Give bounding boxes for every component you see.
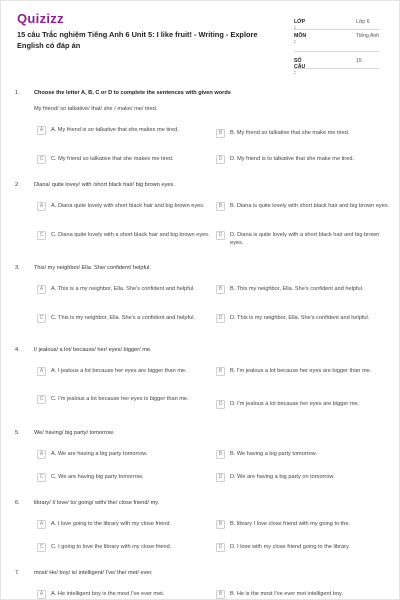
option-text: C. Diana quite lovely with a short black hair and big brown eyes. [51, 232, 210, 238]
option-letter-box: D [216, 155, 225, 164]
question-prompt: My friend/ so talkative/ that/ she / make/ me/ tired. [34, 106, 158, 112]
divider [294, 68, 379, 69]
option-letter-box: D [216, 314, 225, 323]
question-number: 1. [15, 90, 20, 96]
option-letter-box: A [37, 590, 46, 599]
option-letter-box: C [37, 155, 46, 164]
option-letter-box: B [216, 520, 225, 529]
page-title: 15 câu Trắc nghiệm Tiếng Anh 6 Unit 5: I like fruit! - Writing - Explore English có đáp án [17, 30, 258, 50]
info-count-label: SỐ CÂU : [294, 58, 306, 76]
option-text: D. This is my neighbor, Ella. She's confident and helpful. [230, 315, 370, 321]
option-letter-box: A [37, 367, 46, 376]
option-text: B. He is the most I've ever met intelligent boy. [230, 591, 343, 597]
option-text: D. I'm jealous a lot because her eyes are bigger me. [230, 401, 360, 407]
option-text: D. Diana is quite lovely with a short black hair and big brown eyes. [230, 232, 380, 247]
option-letter-box: C [37, 231, 46, 240]
option-text: A. We are having a big party tomorrow. [51, 451, 148, 457]
option-text: A. I love going to the library with my close friend. [51, 521, 172, 527]
option-text: C. We are having big party tomorrow. [51, 474, 144, 480]
option-text: B. My friend so talkative that she make me tired. [230, 130, 350, 136]
question-number: 6. [15, 500, 20, 506]
option-text: A. He intelligent boy is the most I've ever met. [51, 591, 165, 597]
option-text: B. I'm jealous a lot because her eyes are bigger than me. [230, 368, 372, 374]
option-text: C. This is my neighbor, Ella. She's a confident and helpful. [51, 315, 195, 321]
option-text: C. I'm jealous a lot because her eyes is bigger than me. [51, 396, 189, 402]
question-prompt: We/ having/ big party/ tomorrow. [34, 430, 115, 436]
option-letter-box: A [37, 285, 46, 294]
info-grade-value: Lớp 6 [356, 19, 370, 25]
option-text: A. Diana quite lovely with short black hair and big brown eyes. [51, 203, 205, 209]
question-prompt: Diana/ quite lovey/ with /short black hair/ big brown eyes. [34, 182, 175, 188]
option-text: B. We having a big party tomorrow. [230, 451, 317, 457]
option-letter-box: C [37, 395, 46, 404]
option-text: A. My friend is so talkative that she makes me tired. [51, 127, 179, 133]
option-letter-box: D [216, 473, 225, 482]
option-letter-box: B [216, 450, 225, 459]
option-text: B. Diana is quite lovely with short black hair and big brown eyes. [230, 203, 390, 209]
question-number: 2. [15, 182, 20, 188]
question-number: 7. [15, 570, 20, 576]
option-text: C. My friend so talkative that she makes me tired. [51, 156, 174, 162]
option-letter-box: B [216, 129, 225, 138]
option-text: D. I love with my close friend going to the library. [230, 544, 350, 550]
option-letter-box: D [216, 543, 225, 552]
option-text: D. We are having a big party on tomorrow. [230, 474, 335, 480]
option-letter-box: A [37, 202, 46, 211]
option-letter-box: C [37, 314, 46, 323]
question-number: 5. [15, 430, 20, 436]
option-letter-box: C [37, 473, 46, 482]
option-letter-box: D [216, 400, 225, 409]
info-subject-label: MÔN : [294, 33, 307, 45]
quizizz-logo: Quizizz [17, 11, 64, 26]
question-prompt: This/ my neighbor/ Ella. She/ confident/ helpful. [34, 265, 151, 271]
option-text: D. My friend is to talkative that she make me tired. [230, 156, 355, 162]
divider [294, 29, 379, 30]
option-letter-box: C [37, 543, 46, 552]
divider [294, 51, 379, 52]
option-text: B. This my neighbor, Ella. She's confident and helpful. [230, 286, 364, 292]
option-letter-box: A [37, 520, 46, 529]
option-letter-box: B [216, 590, 225, 599]
question-number: 3. [15, 265, 20, 271]
option-letter-box: D [216, 231, 225, 240]
option-text: B. library I love close friend with my going to the. [230, 521, 351, 527]
info-grade-label: LỚP : [294, 19, 305, 31]
option-text: A. This is a my neighbor, Ella. She's confident and helpful. [51, 286, 195, 292]
question-number: 4. [15, 347, 20, 353]
info-count-value: 15 [356, 58, 362, 64]
option-text: C. I going to love the library with my close friend. [51, 544, 172, 550]
question-prompt: most/ He/ boy/ is/ intelligent/ I've/ the/ met/ ever. [34, 570, 153, 576]
option-letter-box: B [216, 285, 225, 294]
info-subject-value: Tiếng Anh [356, 33, 380, 39]
question-instruction: Choose the letter A, B, C or D to complete the sentences with given words [34, 90, 231, 96]
option-letter-box: A [37, 126, 46, 135]
option-text: A. I jealous a lot because her eyes are bigger than me. [51, 368, 187, 374]
option-letter-box: A [37, 450, 46, 459]
option-letter-box: B [216, 202, 225, 211]
question-prompt: library/ I/ love/ to/ going/ with/ the/ close friend/ my. [34, 500, 160, 506]
question-prompt: I/ jealous/ a lot/ because/ her/ eyes/ bigger/ me. [34, 347, 152, 353]
option-letter-box: B [216, 367, 225, 376]
